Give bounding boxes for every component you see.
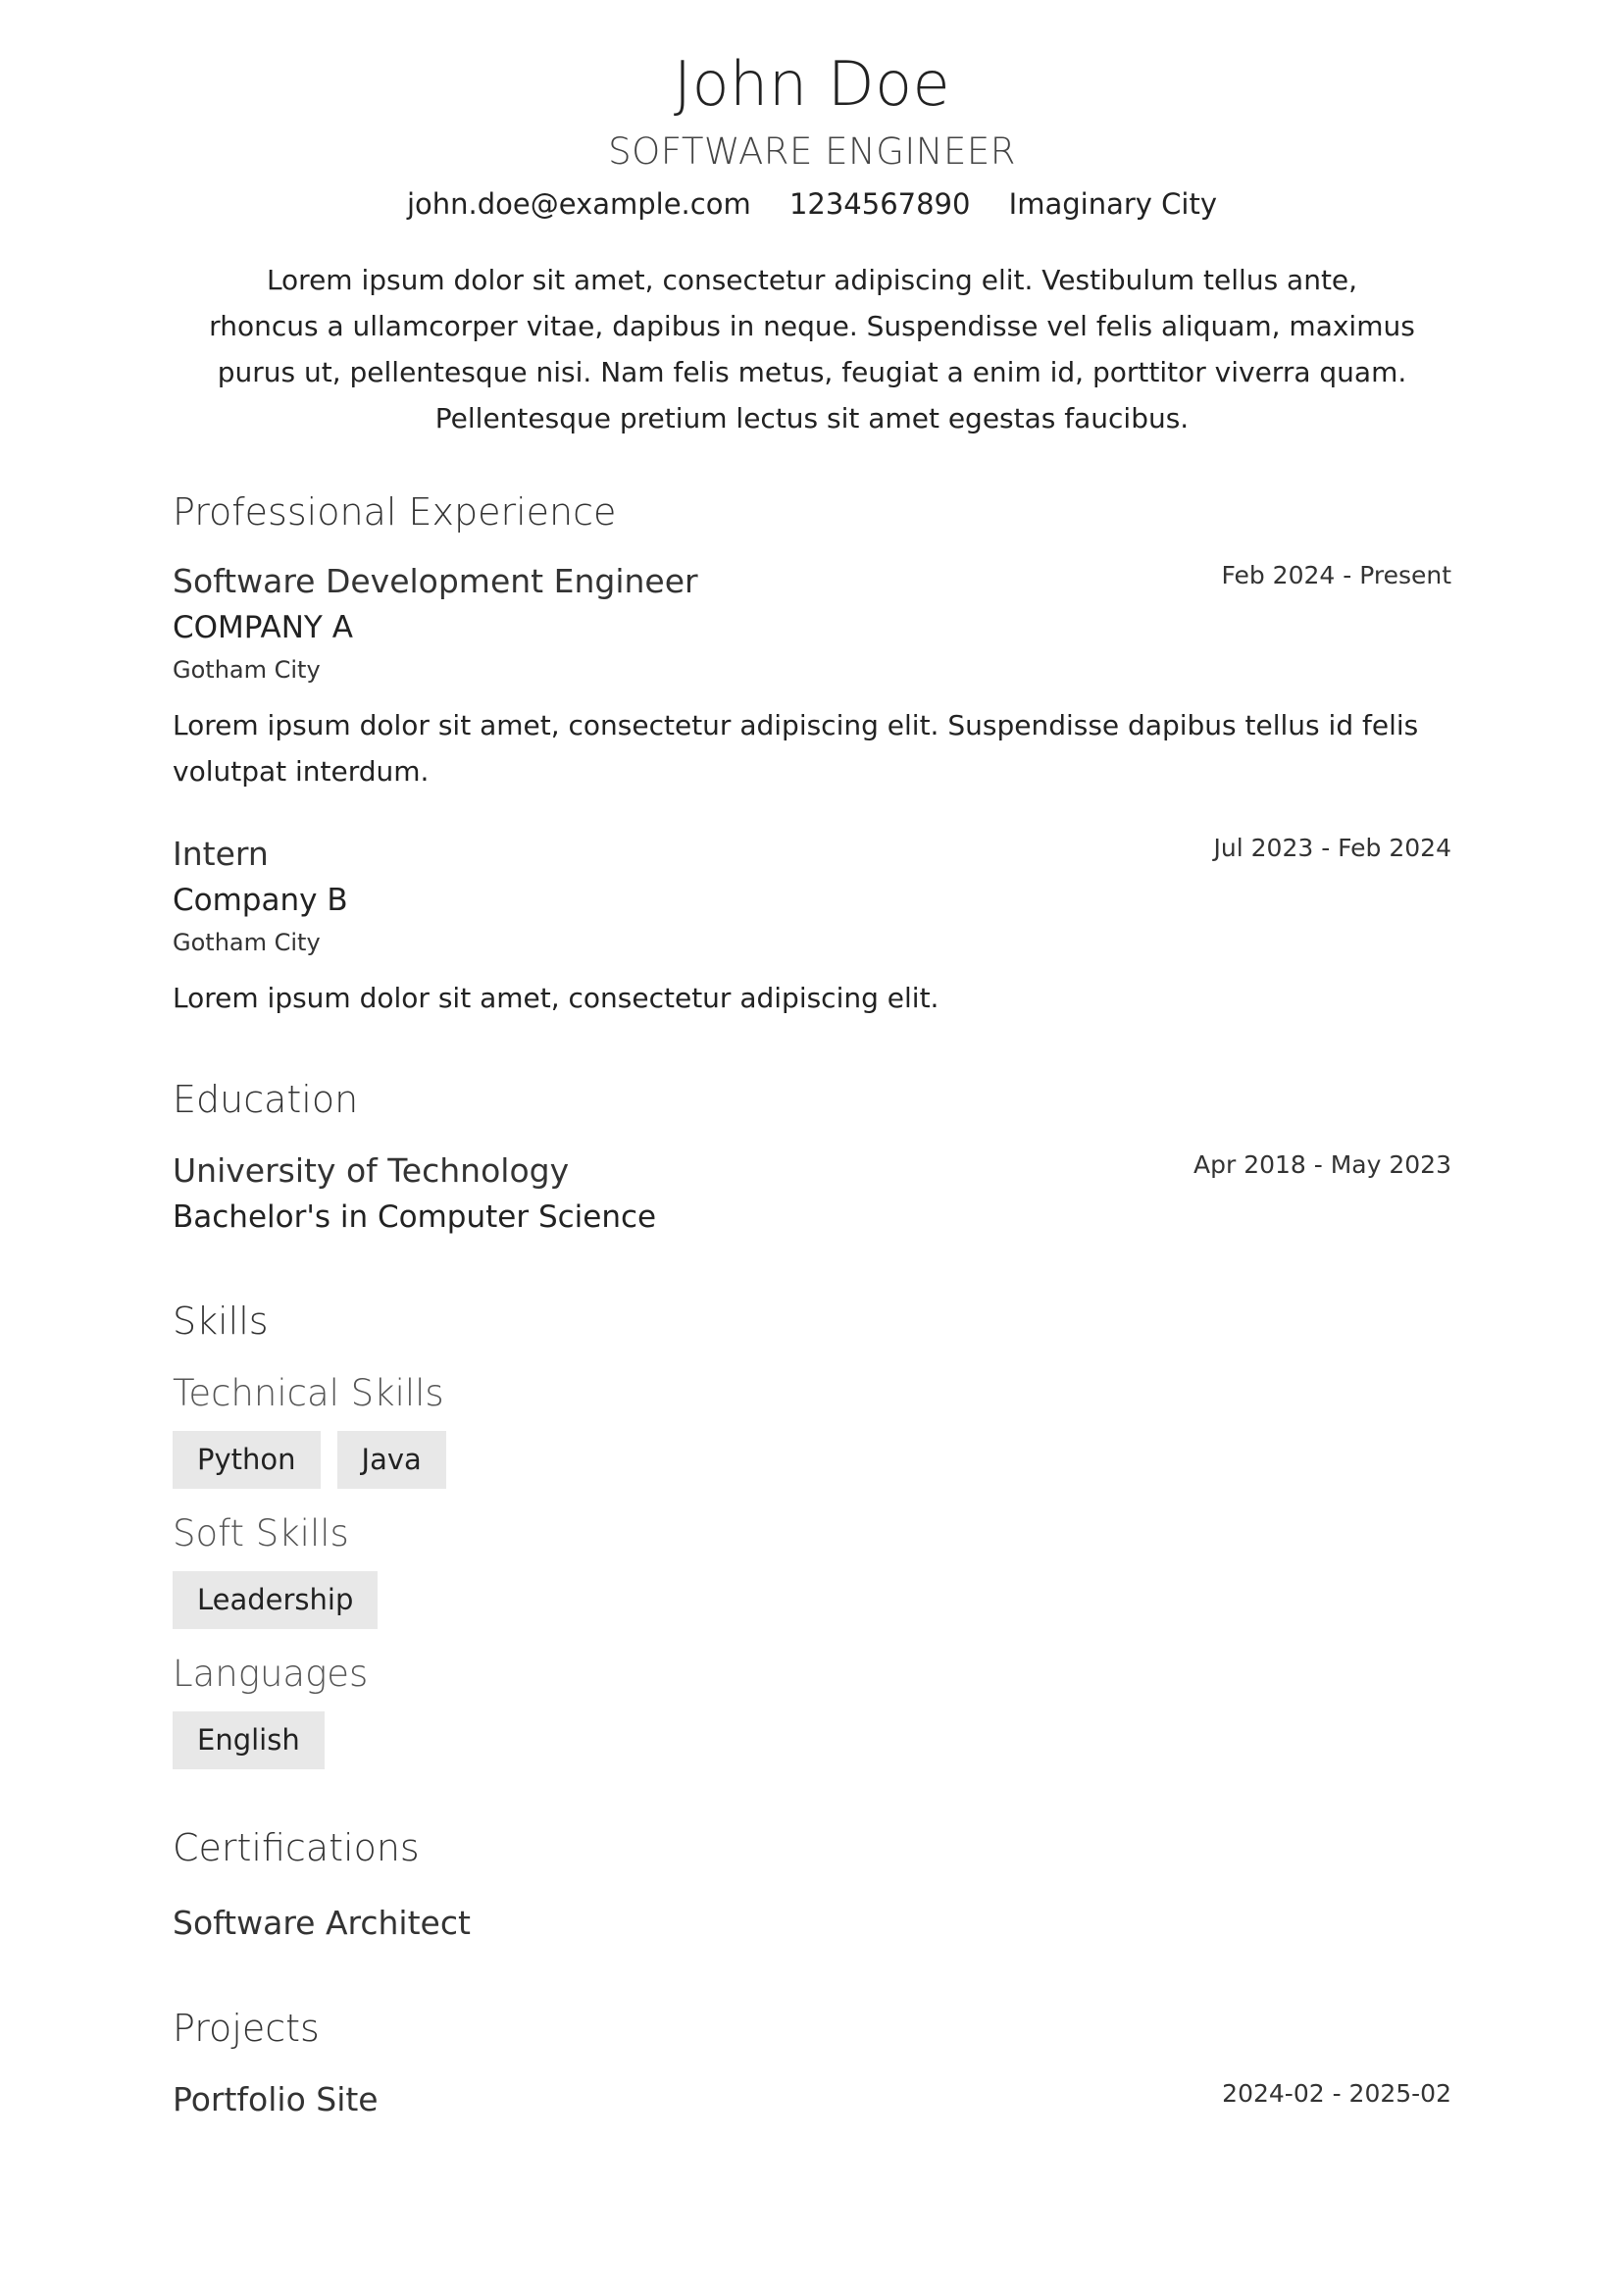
skill-tag: Java bbox=[337, 1431, 446, 1489]
experience-dates: Jul 2023 - Feb 2024 bbox=[1213, 834, 1451, 862]
resume-header bbox=[173, 0, 1451, 441]
education-section bbox=[173, 1072, 1451, 1241]
experience-location: Gotham City bbox=[173, 656, 321, 684]
contact-phone[interactable]: 1234567890 bbox=[788, 187, 971, 221]
projects-section bbox=[173, 2001, 1451, 2122]
soft-skills-tags bbox=[173, 1571, 1451, 1629]
experience-description: Lorem ipsum dolor sit amet, consectetur adipiscing elit. bbox=[173, 982, 939, 1014]
experience-role: Software Development Engineer bbox=[173, 562, 698, 600]
experience-dates: Feb 2024 - Present bbox=[1221, 561, 1451, 589]
education-degree: Bachelor's in Computer Science bbox=[173, 1199, 657, 1235]
technical-skills-tags bbox=[173, 1431, 1451, 1489]
skills-section bbox=[173, 1294, 1451, 1769]
education-entry bbox=[173, 1148, 1451, 1241]
experience-entry bbox=[173, 559, 1451, 794]
education-dates: Apr 2018 - May 2023 bbox=[1193, 1150, 1451, 1179]
project-dates: 2024-02 - 2025-02 bbox=[1222, 2079, 1451, 2108]
language-tag: English bbox=[173, 1711, 325, 1769]
languages-heading: Languages bbox=[173, 1653, 369, 1695]
skills-heading: Skills bbox=[173, 1300, 269, 1343]
certifications-section bbox=[173, 1820, 1451, 1946]
summary-paragraph: Lorem ipsum dolor sit amet, consectetur adipiscing elit. Vestibulum tellus ante, rhoncus a ullamcorper vitae, dapibus in neque. Suspendisse vel felis aliquam, maximus purus ut, pellentesque nisi. Nam felis metus, feugiat a enim id, porttitor viverra quam. Pellentesque pretium lectus sit amet egestas faucibus. bbox=[209, 264, 1415, 434]
experience-company: COMPANY A bbox=[173, 610, 353, 645]
candidate-name: John Doe bbox=[673, 48, 951, 120]
projects-heading: Projects bbox=[173, 2007, 320, 2050]
certification-item: Software Architect bbox=[173, 1904, 471, 1942]
contact-line bbox=[173, 184, 1451, 224]
project-name: Portfolio Site bbox=[173, 2080, 379, 2118]
languages-tags bbox=[173, 1711, 1451, 1769]
experience-role: Intern bbox=[173, 835, 269, 873]
candidate-title: SOFTWARE ENGINEER bbox=[608, 130, 1016, 173]
experience-location: Gotham City bbox=[173, 929, 321, 956]
skill-tag: Python bbox=[173, 1431, 321, 1489]
soft-skills-heading: Soft Skills bbox=[173, 1512, 349, 1555]
experience-description: Lorem ipsum dolor sit amet, consectetur adipiscing elit. Suspendisse dapibus tellus id felis volutpat interdum. bbox=[173, 709, 1419, 788]
project-entry bbox=[173, 2077, 1451, 2122]
contact-location: Imaginary City bbox=[1008, 187, 1218, 221]
contact-email[interactable]: john.doe@example.com bbox=[406, 187, 751, 221]
technical-skills-heading: Technical Skills bbox=[173, 1372, 444, 1414]
experience-company: Company B bbox=[173, 883, 348, 918]
education-heading: Education bbox=[173, 1078, 359, 1121]
skill-tag: Leadership bbox=[173, 1571, 378, 1629]
certifications-heading: Certifications bbox=[173, 1826, 420, 1869]
experience-section bbox=[173, 484, 1451, 1021]
experience-heading: Professional Experience bbox=[173, 490, 617, 534]
education-school: University of Technology bbox=[173, 1151, 570, 1190]
experience-entry bbox=[173, 832, 1451, 1021]
